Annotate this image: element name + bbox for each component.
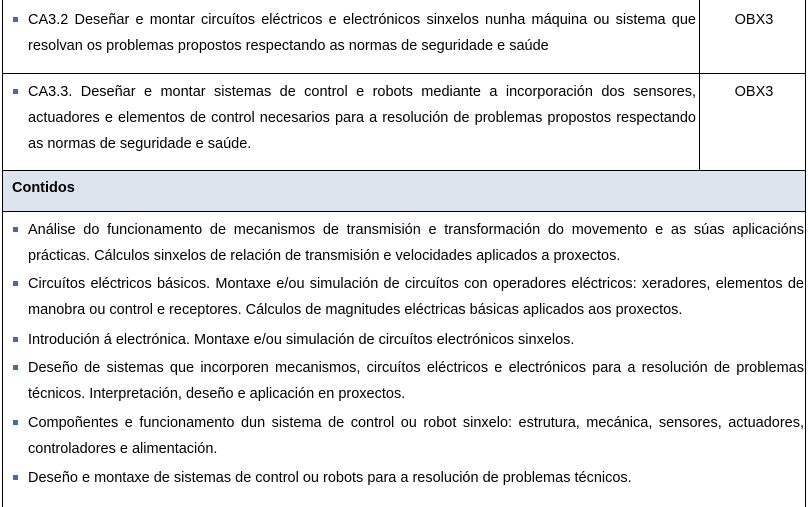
list-item: Deseño de sistemas que incorporen mecanismos, circuítos eléctricos e electrónicos para a resolución de problemas técnicos. Interpretación, deseño e aplicación en proxectos. bbox=[28, 360, 804, 402]
bullet-icon bbox=[13, 281, 18, 286]
list-item: Análise do funcionamento de mecanismos de transmisión e transformación do movemento e as súas aplicacións prácticas. Cálculos sinxelos de relación de transmisión e velocidades aplicados a proxectos. bbox=[28, 222, 804, 264]
table-right-border bbox=[805, 0, 806, 507]
bullet-icon bbox=[13, 475, 18, 480]
table-left-border bbox=[2, 0, 3, 507]
contents-header: Contidos bbox=[12, 180, 75, 196]
list-item: Compoñentes e funcionamento dun sistema de control ou robot sinxelo: estrutura, mecánica, sensores, actuadores, controladores e alimentación. bbox=[28, 415, 804, 457]
bullet-icon bbox=[13, 227, 18, 232]
list-item: Circuítos eléctricos básicos. Montaxe e/ou simulación de circuítos con operadores eléctricos: xeradores, elementos de manobra ou control e receptores. Cálculos de magnitudes eléctricas básicas aplicados aos proxectos. bbox=[28, 276, 804, 318]
criterion-objective: OBX3 bbox=[734, 84, 774, 100]
criterion-text: CA3.3. Deseñar e montar sistemas de control e robots mediante a incorporación dos sensores, actuadores e elementos de control necesarios para a resolución de problemas propostos respectando as normas de seguridade e saúde. bbox=[28, 84, 696, 152]
curriculum-table bbox=[2, 0, 806, 507]
row-divider bbox=[2, 73, 806, 74]
criterion-objective: OBX3 bbox=[734, 12, 774, 28]
criterion-text: CA3.2 Deseñar e montar circuítos eléctricos e electrónicos sinxelos nunha máquina ou sistema que resolvan os problemas propostos respectando as normas de seguridade e saúde bbox=[28, 12, 696, 54]
column-divider bbox=[699, 0, 700, 171]
bullet-icon bbox=[13, 89, 18, 94]
bullet-icon bbox=[13, 420, 18, 425]
list-item: Deseño e montaxe de sistemas de control ou robots para a resolución de problemas técnicos. bbox=[28, 470, 632, 486]
list-item: Introdución á electrónica. Montaxe e/ou simulación de circuítos electrónicos sinxelos. bbox=[28, 332, 575, 348]
bullet-icon bbox=[13, 365, 18, 370]
bullet-icon bbox=[13, 337, 18, 342]
contents-header-band bbox=[3, 171, 805, 211]
bullet-icon bbox=[13, 17, 18, 22]
